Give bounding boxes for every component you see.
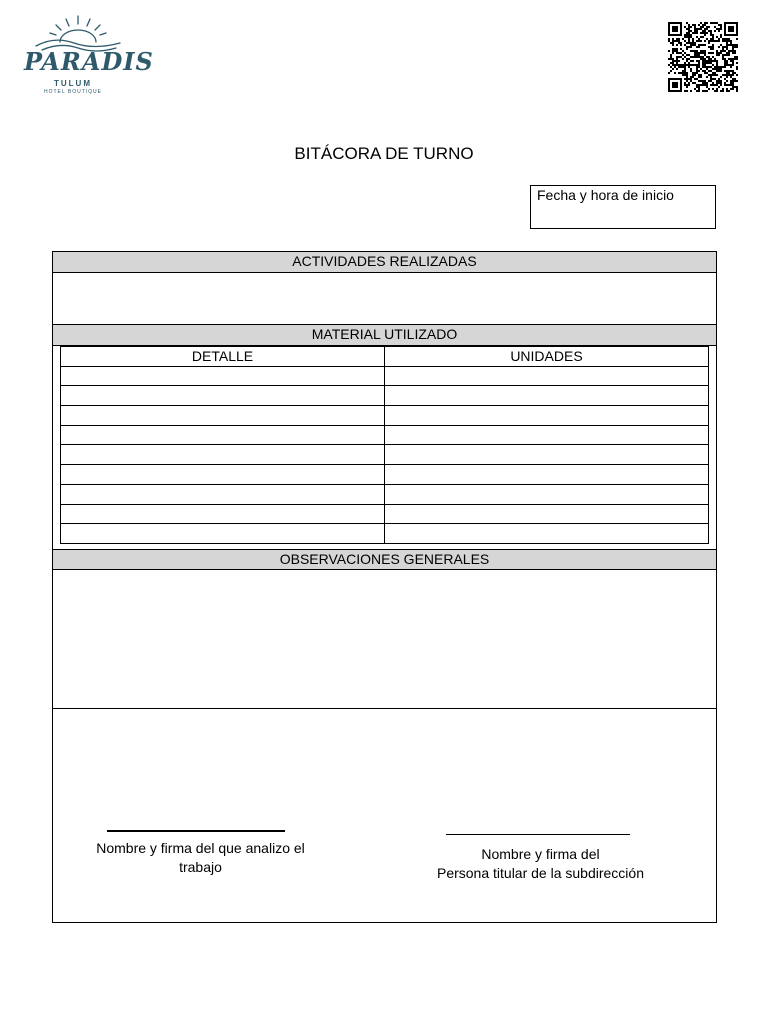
signature-right-line2: Persona titular de la subdirección bbox=[436, 865, 644, 881]
qr-code-icon bbox=[668, 22, 738, 92]
unidades-cell[interactable] bbox=[385, 406, 709, 426]
detalle-cell[interactable] bbox=[61, 484, 385, 504]
signature-right-line1: Nombre y firma del bbox=[481, 846, 600, 862]
logo-place: TULUM bbox=[54, 79, 92, 88]
material-table bbox=[60, 346, 709, 544]
detalle-cell[interactable] bbox=[61, 445, 385, 465]
signature-line-right bbox=[446, 834, 630, 835]
material-header bbox=[53, 324, 716, 346]
actividades-header bbox=[53, 252, 716, 273]
table-row bbox=[61, 504, 709, 524]
signature-divider bbox=[53, 708, 716, 709]
detalle-cell[interactable] bbox=[61, 406, 385, 426]
detalle-cell[interactable] bbox=[61, 386, 385, 406]
detalle-cell[interactable] bbox=[61, 504, 385, 524]
column-header-detalle: DETALLE bbox=[61, 347, 385, 367]
detalle-cell[interactable] bbox=[61, 366, 385, 386]
table-row bbox=[61, 425, 709, 445]
detalle-cell[interactable] bbox=[61, 524, 385, 544]
page-title: BITÁCORA DE TURNO bbox=[294, 144, 474, 163]
logo-brand: PARADIS bbox=[24, 47, 154, 76]
fecha-hora-label: Fecha y hora de inicio bbox=[537, 187, 674, 203]
signature-line-left bbox=[107, 830, 285, 832]
observaciones-field[interactable] bbox=[53, 570, 716, 708]
unidades-cell[interactable] bbox=[385, 366, 709, 386]
actividades-field[interactable] bbox=[53, 273, 716, 324]
table-row bbox=[61, 484, 709, 504]
signature-label-right bbox=[408, 845, 673, 883]
hotel-logo bbox=[24, 10, 154, 102]
fecha-hora-field[interactable] bbox=[530, 185, 716, 229]
signature-left-line1: Nombre y firma del que analizo el bbox=[96, 840, 305, 856]
unidades-cell[interactable] bbox=[385, 465, 709, 485]
signature-left-line2: trabajo bbox=[179, 859, 222, 875]
signature-label-left bbox=[73, 839, 328, 877]
table-row bbox=[61, 465, 709, 485]
material-table-header-row bbox=[61, 347, 709, 367]
column-header-unidades: UNIDADES bbox=[385, 347, 709, 367]
unidades-cell[interactable] bbox=[385, 524, 709, 544]
table-row bbox=[61, 445, 709, 465]
table-row bbox=[61, 366, 709, 386]
unidades-cell[interactable] bbox=[385, 386, 709, 406]
material-title: MATERIAL UTILIZADO bbox=[311, 326, 458, 342]
unidades-cell[interactable] bbox=[385, 504, 709, 524]
unidades-cell[interactable] bbox=[385, 484, 709, 504]
logo-tagline: HOTEL BOUTIQUE bbox=[44, 89, 102, 95]
unidades-cell[interactable] bbox=[385, 425, 709, 445]
observaciones-title: OBSERVACIONES GENERALES bbox=[279, 551, 490, 567]
table-row bbox=[61, 406, 709, 426]
table-row bbox=[61, 386, 709, 406]
unidades-cell[interactable] bbox=[385, 445, 709, 465]
table-row bbox=[61, 524, 709, 544]
detalle-cell[interactable] bbox=[61, 465, 385, 485]
observaciones-header bbox=[53, 549, 716, 570]
shift-log-form bbox=[52, 251, 717, 923]
actividades-title: ACTIVIDADES REALIZADAS bbox=[292, 253, 477, 269]
detalle-cell[interactable] bbox=[61, 425, 385, 445]
